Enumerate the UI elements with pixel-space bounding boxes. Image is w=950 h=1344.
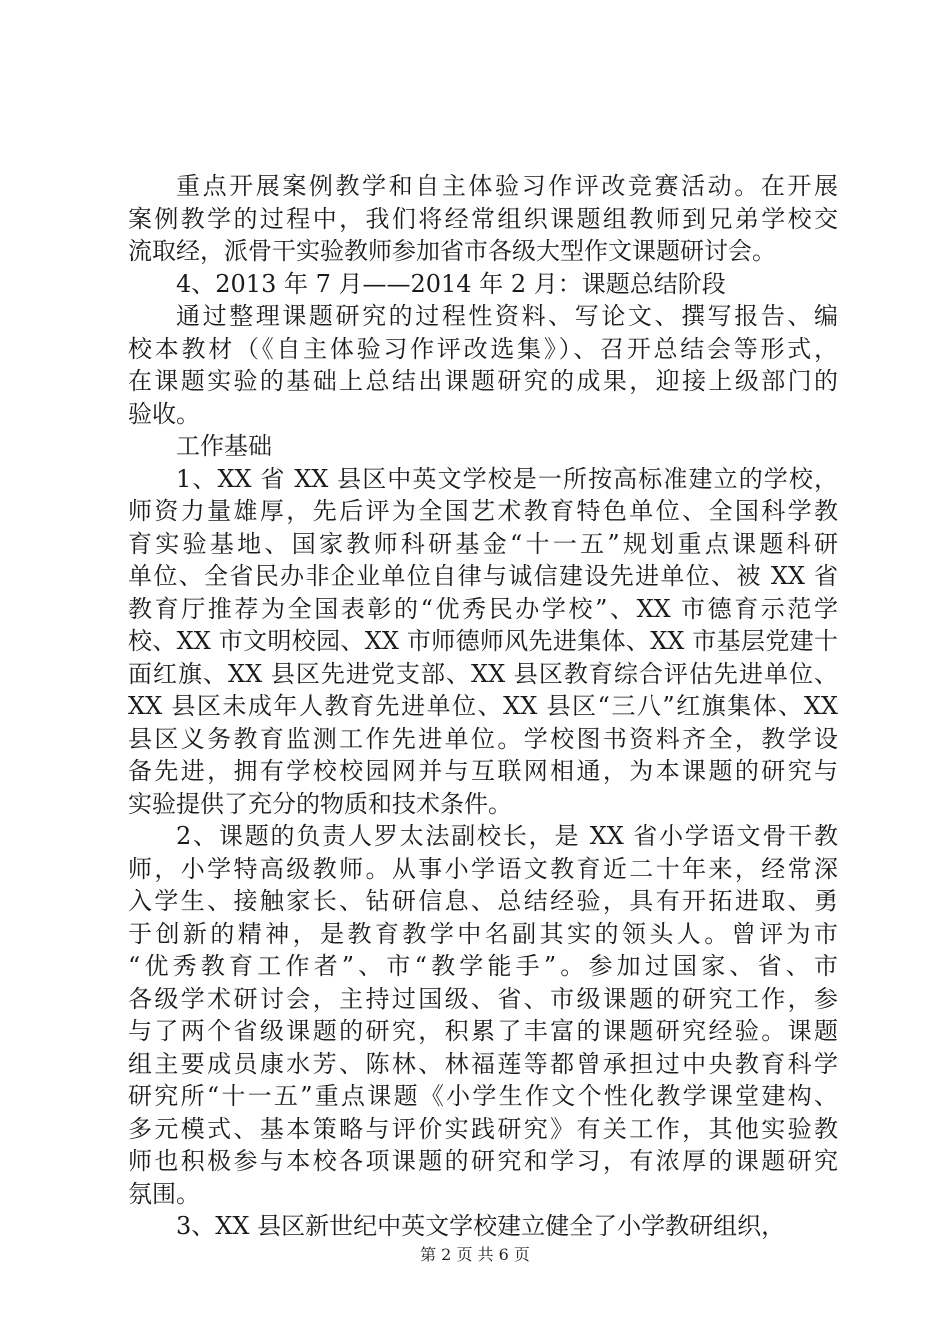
paragraph (128, 820, 838, 1210)
text-line: 实验提供了充分的物质和技术条件。 (128, 789, 512, 818)
text-line: 3、XX 县区新世纪中英文学校建立健全了小学教研组织， (176, 1212, 786, 1240)
text-line: 氛围。 (128, 1179, 200, 1208)
paragraph (128, 1210, 838, 1243)
paragraph (128, 170, 838, 268)
paragraph (128, 300, 838, 430)
text-line: 组主要成员康水芳、陈林、林福莲等都曾承担过中央教育科学 (128, 1049, 838, 1078)
text-line: 工作基础 (176, 432, 272, 460)
text-line: 通过整理课题研究的过程性资料、写论文、撰写报告、编 (176, 302, 838, 330)
text-line: 流取经，派骨干实验教师参加省市各级大型作文课题研讨会。 (128, 237, 776, 265)
text-line: 2、课题的负责人罗太法副校长，是 XX 省小学语文骨干教 (176, 822, 838, 850)
text-line: 多元模式、基本策略与评价实践研究》有关工作，其他实验教 (128, 1114, 838, 1143)
text-line: 教育厅推荐为全国表彰的“优秀民办学校”、XX 市德育示范学 (128, 594, 838, 623)
paragraph (128, 463, 838, 821)
text-line: 入学生、接触家长、钻研信息、总结经验，具有开拓进取、勇 (128, 887, 838, 915)
text-line: 师也积极参与本校各项课题的研究和学习，有浓厚的课题研究 (128, 1147, 838, 1175)
text-line: 师，小学特高级教师。从事小学语文教育近二十年来，经常深 (128, 854, 838, 883)
text-line: 育实验基地、国家教师科研基金“十一五”规划重点课题科研 (128, 529, 838, 558)
section-heading (128, 430, 838, 463)
text-line: 4、2013 年 7 月——2014 年 2 月：课题总结阶段 (176, 269, 726, 298)
text-line: 在课题实验的基础上总结出课题研究的成果，迎接上级部门的 (128, 367, 838, 395)
text-line: 师资力量雄厚，先后评为全国艺术教育特色单位、全国科学教 (128, 497, 838, 525)
text-line: 各级学术研讨会，主持过国级、省、市级课题的研究工作，参 (128, 984, 838, 1013)
text-line: 研究所“十一五”重点课题《小学生作文个性化教学课堂建构、 (128, 1082, 838, 1110)
document-body (128, 170, 838, 1243)
text-line: 案例教学的过程中，我们将经常组织课题组教师到兄弟学校交 (128, 204, 838, 233)
text-line: 县区义务教育监测工作先进单位。学校图书资料齐全，教学设 (128, 724, 838, 753)
section-heading (128, 268, 838, 301)
text-line: “优秀教育工作者”、市“教学能手”。参加过国家、省、市 (128, 952, 838, 980)
text-line: 与了两个省级课题的研究，积累了丰富的课题研究经验。课题 (128, 1017, 838, 1045)
text-line: XX 县区未成年人教育先进单位、XX 县区“三八”红旗集体、XX (128, 692, 838, 720)
text-line: 面红旗、XX 县区先进党支部、XX 县区教育综合评估先进单位、 (128, 659, 838, 688)
text-line: 校本教材（《自主体验习作评改选集》）、召开总结会等形式， (128, 334, 838, 363)
text-line: 1、XX 省 XX 县区中英文学校是一所按高标准建立的学校， (176, 464, 838, 493)
text-line: 备先进，拥有学校校园网并与互联网相通，为本课题的研究与 (128, 757, 838, 785)
text-line: 重点开展案例教学和自主体验习作评改竞赛活动。在开展 (176, 172, 838, 200)
text-line: 单位、全省民办非企业单位自律与诚信建设先进单位、被 XX 省 (128, 562, 838, 590)
text-line: 校、XX 市文明校园、XX 市师德师风先进集体、XX 市基层党建十 (128, 627, 838, 655)
page-number: 第 2 页 共 6 页 (420, 1245, 530, 1264)
text-line: 于创新的精神，是教育教学中名副其实的领头人。曾评为市 (128, 919, 838, 948)
text-line: 验收。 (128, 399, 200, 428)
